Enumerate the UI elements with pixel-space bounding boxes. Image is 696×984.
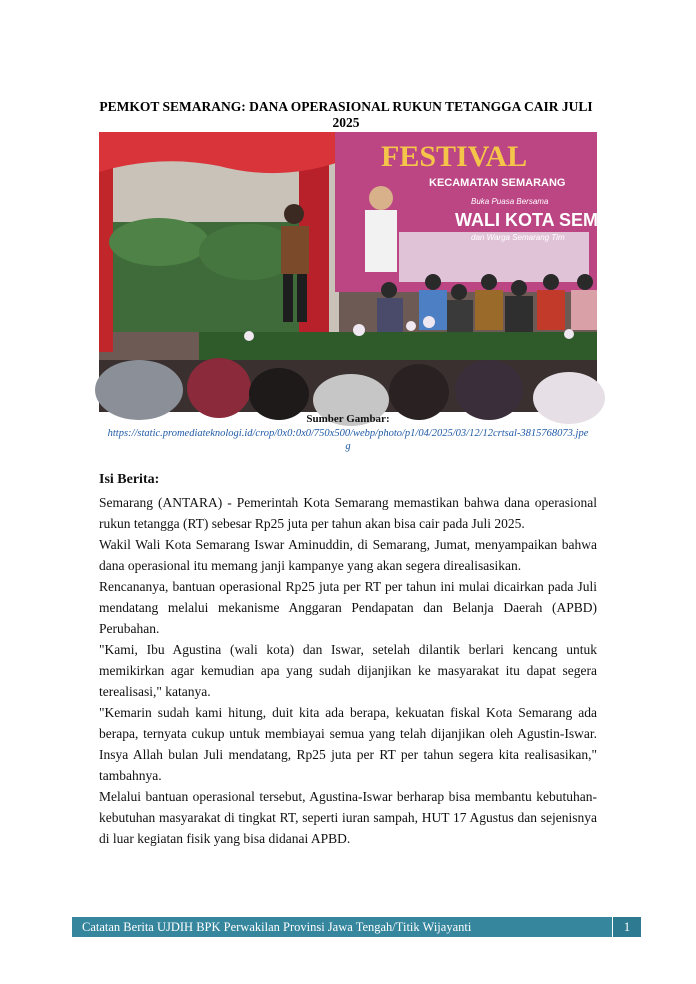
article-body xyxy=(99,492,597,849)
banner-line5: dan Warga Semarang Tim xyxy=(471,233,565,242)
content-heading: Isi Berita: xyxy=(99,472,160,487)
banner-line3: Buka Puasa Bersama xyxy=(471,197,549,206)
paragraph-3: Rencananya, bantuan operasional Rp25 juta per RT per tahun ini mulai dicairkan pada Juli mendatang melalui mekanisme Anggaran Pendapatan dan Belanja Daerah (APBD) Perubahan. xyxy=(99,579,597,636)
paragraph-2: Wakil Wali Kota Semarang Iswar Aminuddin, di Semarang, Jumat, menyampaikan bahwa dana operasional itu memang janji kampanye yang akan segera direalisasikan. xyxy=(99,537,597,573)
footer-text: Catatan Berita UJDIH BPK Perwakilan Provinsi Jawa Tengah/Titik Wijayanti xyxy=(82,919,472,934)
page-footer xyxy=(72,917,641,937)
paragraph-6: Melalui bantuan operasional tersebut, Agustina-Iswar berharap bisa membantu kebutuhan-kebutuhan masyarakat di tingkat RT, seperti iuran sampah, HUT 17 Agustus dan sejenisnya di luar kegiatan fisik yang bisa didanai APBD. xyxy=(99,789,597,846)
paragraph-5: "Kemarin sudah kami hitung, duit kita ada berapa, kekuatan fiskal Kota Semarang ada berapa, ternyata cukup untuk membiayai semua yang telah dijanjikan oleh Agustin-Iswar. Insya Allah bulan Juli mendatang, Rp25 juta per RT per tahun segera kita realisasikan," tambahnya. xyxy=(99,705,597,783)
banner-title: FESTIVAL xyxy=(381,140,528,173)
event-photo-illustration xyxy=(99,132,624,412)
image-source-label: Sumber Gambar: xyxy=(306,413,390,425)
paragraph-1: Semarang (ANTARA) - Pemerintah Kota Semarang memastikan bahwa dana operasional rukun tetangga (RT) sebesar Rp25 juta per tahun akan bisa cair pada Juli 2025. xyxy=(99,495,597,531)
banner-line4: WALI KOTA SEMAR xyxy=(455,210,624,230)
image-source-link[interactable]: https://static.promediateknologi.id/crop/0x0:0x0/750x500/webp/photo/p1/04/2025/03/12/12crtsal-3815768073.jpeg xyxy=(107,428,589,452)
article-title: PEMKOT SEMARANG: DANA OPERASIONAL RUKUN TETANGGA CAIR JULI 2025 xyxy=(99,99,593,130)
page-number: 1 xyxy=(612,917,641,937)
banner-subtitle: KECAMATAN SEMARANG xyxy=(429,177,566,189)
paragraph-4: "Kami, Ibu Agustina (wali kota) dan Iswar, setelah dilantik berlari kencang untuk memikirkan agar kemudian apa yang sudah dijanjikan ke masyarakat itu dapat segera terealisasi," katanya. xyxy=(99,642,597,699)
news-photo xyxy=(99,132,624,412)
